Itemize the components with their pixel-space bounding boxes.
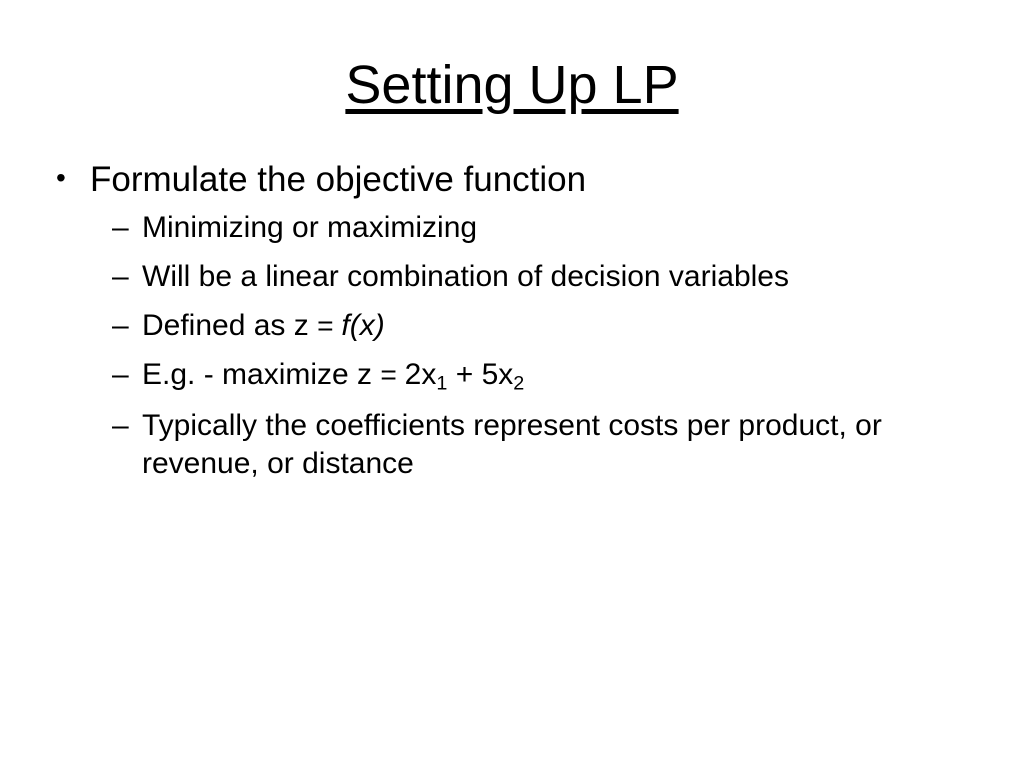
list-item bbox=[112, 209, 984, 247]
dash-icon: – bbox=[112, 357, 129, 391]
list-item-label: Will be a linear combination of decision variables bbox=[142, 260, 789, 294]
list-item-label: Formulate the objective function bbox=[90, 160, 587, 200]
bullet-icon: • bbox=[56, 162, 66, 194]
list-item bbox=[112, 258, 984, 296]
list-item bbox=[56, 159, 984, 201]
list-item-label: Typically the coefficients represent costs per product, or revenue, or distance bbox=[142, 409, 882, 481]
page-title-text: Setting Up LP bbox=[345, 55, 679, 115]
dash-icon: – bbox=[112, 308, 129, 342]
dash-icon: – bbox=[112, 409, 129, 443]
list-item bbox=[112, 307, 984, 345]
list-item bbox=[112, 407, 984, 483]
list-item bbox=[112, 356, 984, 396]
page-title bbox=[0, 0, 1024, 115]
list-item-label: E.g. - maximize $z = 2x_1 + 5x_2$ bbox=[142, 357, 525, 395]
dash-icon: – bbox=[112, 211, 129, 245]
list-item-label: Defined as z = f(x) bbox=[142, 308, 385, 342]
sublist bbox=[56, 209, 984, 482]
dash-icon: – bbox=[112, 260, 129, 294]
list-item-label: Minimizing or maximizing bbox=[142, 211, 478, 245]
slide-body bbox=[0, 159, 1024, 482]
